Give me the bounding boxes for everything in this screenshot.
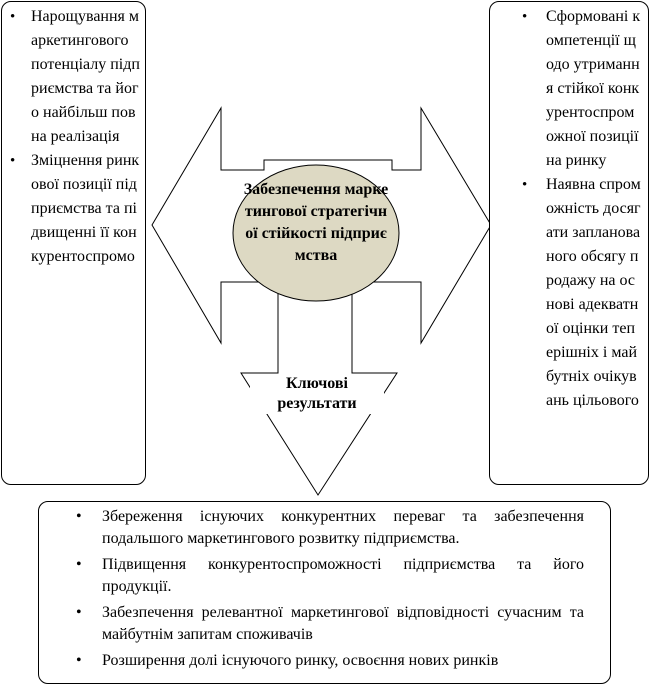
left-list: [2, 2, 145, 269]
bottom-item: • Підвищення конкурентоспроможності підприємства та його продукції.: [76, 554, 584, 598]
left-item: • Зміцнення ринкової позиції підприємства та підвищенні її конкурентоспромо: [2, 149, 141, 269]
right-list: [490, 2, 648, 413]
results-label-text: Ключові результати: [277, 375, 357, 412]
bottom-item: • Забезпечення релевантної маркетингової відповідності сучасним та майбутнім запитам споживачів: [76, 602, 584, 646]
right-box: [489, 1, 649, 485]
results-label: [250, 374, 384, 414]
center-title: [241, 179, 391, 289]
center-title-text: Забезпечення маркетингової стратегічної стійкості підприємства: [243, 181, 389, 264]
bottom-list: [39, 502, 610, 672]
left-box: [1, 1, 146, 485]
right-item: • Наявна спроможність досягати запланованого обсягу продажу на основі адекватної оцінки теперішніх і майбутніх очікувань цільового: [516, 173, 642, 413]
right-item: • Сформовані компетенції щодо утримання стійкої конкурентоспроможної позиції на ринку: [516, 5, 642, 173]
bottom-item: • Збереження існуючих конкурентних переваг та забезпечення подальшого маркетингового розвитку підприємства.: [76, 506, 584, 550]
bottom-item: • Розширення долі існуючого ринку, освоєння нових ринків: [76, 650, 584, 672]
left-item: • Нарощування маркетингового потенціалу підприємства та його найбільш повна реалізація: [2, 5, 141, 149]
bottom-box: [38, 501, 611, 684]
